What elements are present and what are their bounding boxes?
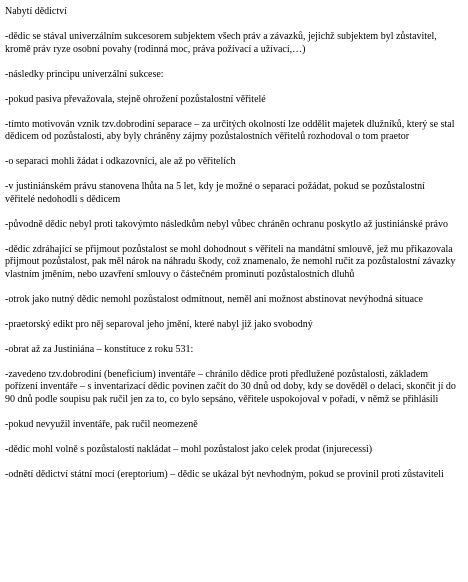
paragraph-justinian-deadline: -v justiniánském právu stanovena lhůta na 5 let, kdy je možné o separaci požádat, pokud se pozůstalostní věřitelé nedohodli s dědicem [5, 181, 425, 205]
paragraph-original-protection: -původně dědic nebyl proti takovýmto následkům nebyl vůbec chráněn ochranu poskytlo až justiniánské právo [5, 218, 448, 230]
paragraph-inventory-benefit: -zavedeno tzv.dobrodiní (beneficium) inventáře – chránilo dědice proti předlužené pozůstalosti, základem pořízení inventáře – s inventarizací dědic povinen začít do 30 dnů od doby, kdy se dověděl o delaci, skončit jí do 90 dnů podle soupisu pak ručil jen za to, co bylo sepsáno, věřitele uspokojoval v pořadí, v němž se přihlásili [5, 368, 456, 405]
paragraph-justinian-reform: -obrat až za Justiniána – konstituce z roku 531: [5, 343, 194, 355]
paragraph-universal-successor: -dědic se stával univerzálním sukcesorem subjektem všech práv a závazků, jejichž subjektem byl zůstavitel, kromě práv ryze osobní povahy (rodinná moc, práva požívací a užívací,…) [5, 31, 437, 55]
paragraph-praetorian-edict: -praetorský edikt pro něj separoval jeho jmění, které nabyl již jako svobodný [5, 318, 313, 330]
paragraph-disposal: -dědic mohl volně s pozůstalostí nakládat – mohl pozůstalost jako celek prodat (injurecessi) [5, 443, 373, 455]
paragraph-unlimited-liability: -pokud nevyužil inventáře, pak ručil neomezeně [5, 418, 198, 430]
paragraph-slave-heir: -otrok jako nutný dědic nemohl pozůstalost odmítnout, neměl ani možnost abstinovat nevýhodná situace [5, 293, 423, 305]
paragraph-liabilities: -pokud pasiva převažovala, stejně ohrožení pozůstalostní věřitelé [5, 93, 266, 105]
document-title: Nabytí dědictví [5, 6, 67, 17]
document-body [5, 6, 457, 494]
paragraph-ereptorium: -odnětí dědictví státní mocí (ereptorium) – dědic se ukázal být nevhodným, pokud se provinil proti zůstaviteli [5, 468, 444, 480]
paragraph-separation-benefit: -tímto motivován vznik tzv.dobrodiní separace – za určitých okolností lze oddělit majetek dlužníků, který se stal dědicem od pozůstalosti, aby byly chráněny zájmy pozůstalostních věřitelů rozhodoval o tom praetor [5, 118, 455, 142]
paragraph-legatees: -o separaci mohli žádat i odkazovníci, ale až po věřitelích [5, 156, 236, 167]
paragraph-mandate-contract: -dědic zdráhající se přijmout pozůstalost se mohl dohodnout s věřiteli na mandátní smlouvě, jež mu přikazovala přijmout pozůstalost, pak měl nárok na náhradu škody, což znamenalo, že nemohl ručit za pozůstalostní závazky vlastním jměním, nebo uzavření smlouvy o částečném prominutí pozůstalostních dluhů [5, 243, 456, 280]
paragraph-consequences-heading: -následky principu univerzální sukcese: [5, 68, 164, 80]
